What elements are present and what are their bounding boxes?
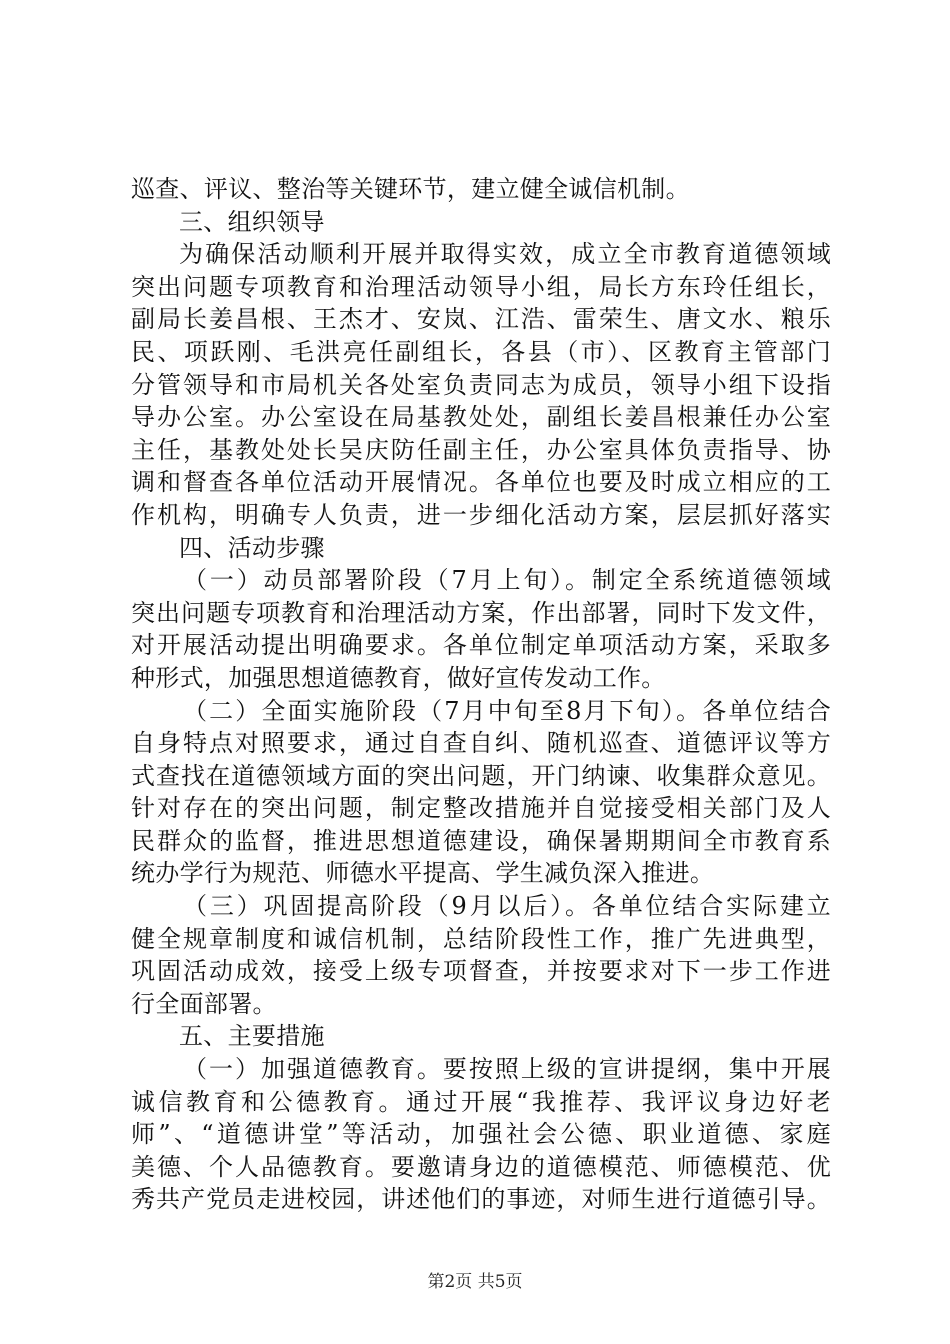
paragraph-line: 导办公室。办公室设在局基教处处，副组长姜昌根兼任办公室 [131,403,831,432]
section-heading: 五、主要措施 [179,1022,325,1051]
paragraph-line: 对开展活动提出明确要求。各单位制定单项活动方案，采取多 [131,631,831,660]
paragraph-line: 主任，基教处处长吴庆防任副主任，办公室具体负责指导、协 [131,435,831,464]
paragraph-line: 师”、“道德讲堂”等活动，加强社会公德、职业道德、家庭 [131,1120,831,1149]
paragraph-line: 突出问题专项教育和治理活动领导小组，局长方东玲任组长， [131,272,831,301]
paragraph-line: 民群众的监督，推进思想道德建设，确保暑期期间全市教育系 [131,826,831,855]
section-heading: 四、活动步骤 [179,533,325,562]
document-body [131,173,831,1216]
paragraph-line: 自身特点对照要求，通过自查自纠、随机巡查、道德评议等方 [131,729,831,758]
paragraph-line: 行全面部署。 [131,989,277,1018]
paragraph-line: 诚信教育和公德教育。通过开展“我推荐、我评议身边好老 [131,1087,831,1116]
paragraph-line: 突出问题专项教育和治理活动方案，作出部署，同时下发文件， [131,598,831,627]
paragraph-line: 巡查、评议、整治等关键环节，建立健全诚信机制。 [131,175,690,203]
paragraph-line: 种形式，加强思想道德教育，做好宣传发动工作。 [131,663,666,692]
paragraph-line: （二）全面实施阶段（7月中旬至8月下旬）。各单位结合 [183,696,831,725]
page-number-footer: 第2页 共5页 [427,1272,523,1292]
paragraph-line: 巩固活动成效，接受上级专项督查，并按要求对下一步工作进 [131,957,831,986]
paragraph-line: （一）动员部署阶段（7月上旬）。制定全系统道德领域 [183,566,831,595]
paragraph-line: 健全规章制度和诚信机制，总结阶段性工作，推广先进典型， [131,924,831,953]
paragraph-line: 作机构，明确专人负责，进一步细化活动方案，层层抓好落实 [131,500,831,529]
paragraph-line: 针对存在的突出问题，制定整改措施并自觉接受相关部门及人 [131,794,831,823]
paragraph-line: 调和督查各单位活动开展情况。各单位也要及时成立相应的工 [131,468,831,497]
paragraph-line: 秀共产党员走进校园，讲述他们的事迹，对师生进行道德引导。 [131,1185,831,1214]
paragraph-line: （三）巩固提高阶段（9月以后）。各单位结合实际建立 [183,892,831,921]
section-heading: 三、组织领导 [179,207,325,236]
paragraph-line: 美德、个人品德教育。要邀请身边的道德模范、师德模范、优 [131,1152,831,1181]
paragraph-line: （一）加强道德教育。要按照上级的宣讲提纲，集中开展 [183,1055,831,1084]
paragraph-line: 式查找在道德领域方面的突出问题，开门纳谏、收集群众意见。 [131,761,831,790]
paragraph-line: 为确保活动顺利开展并取得实效，成立全市教育道德领域 [179,240,831,269]
paragraph-line: 分管领导和市局机关各处室负责同志为成员，领导小组下设指 [131,370,831,399]
paragraph-line: 民、项跃刚、毛洪亮任副组长，各县（市）、区教育主管部门 [131,337,831,366]
paragraph-line: 统办学行为规范、师德水平提高、学生减负深入推进。 [131,859,715,888]
paragraph-line: 副局长姜昌根、王杰才、安岚、江浩、雷荣生、唐文水、粮乐 [131,305,831,334]
